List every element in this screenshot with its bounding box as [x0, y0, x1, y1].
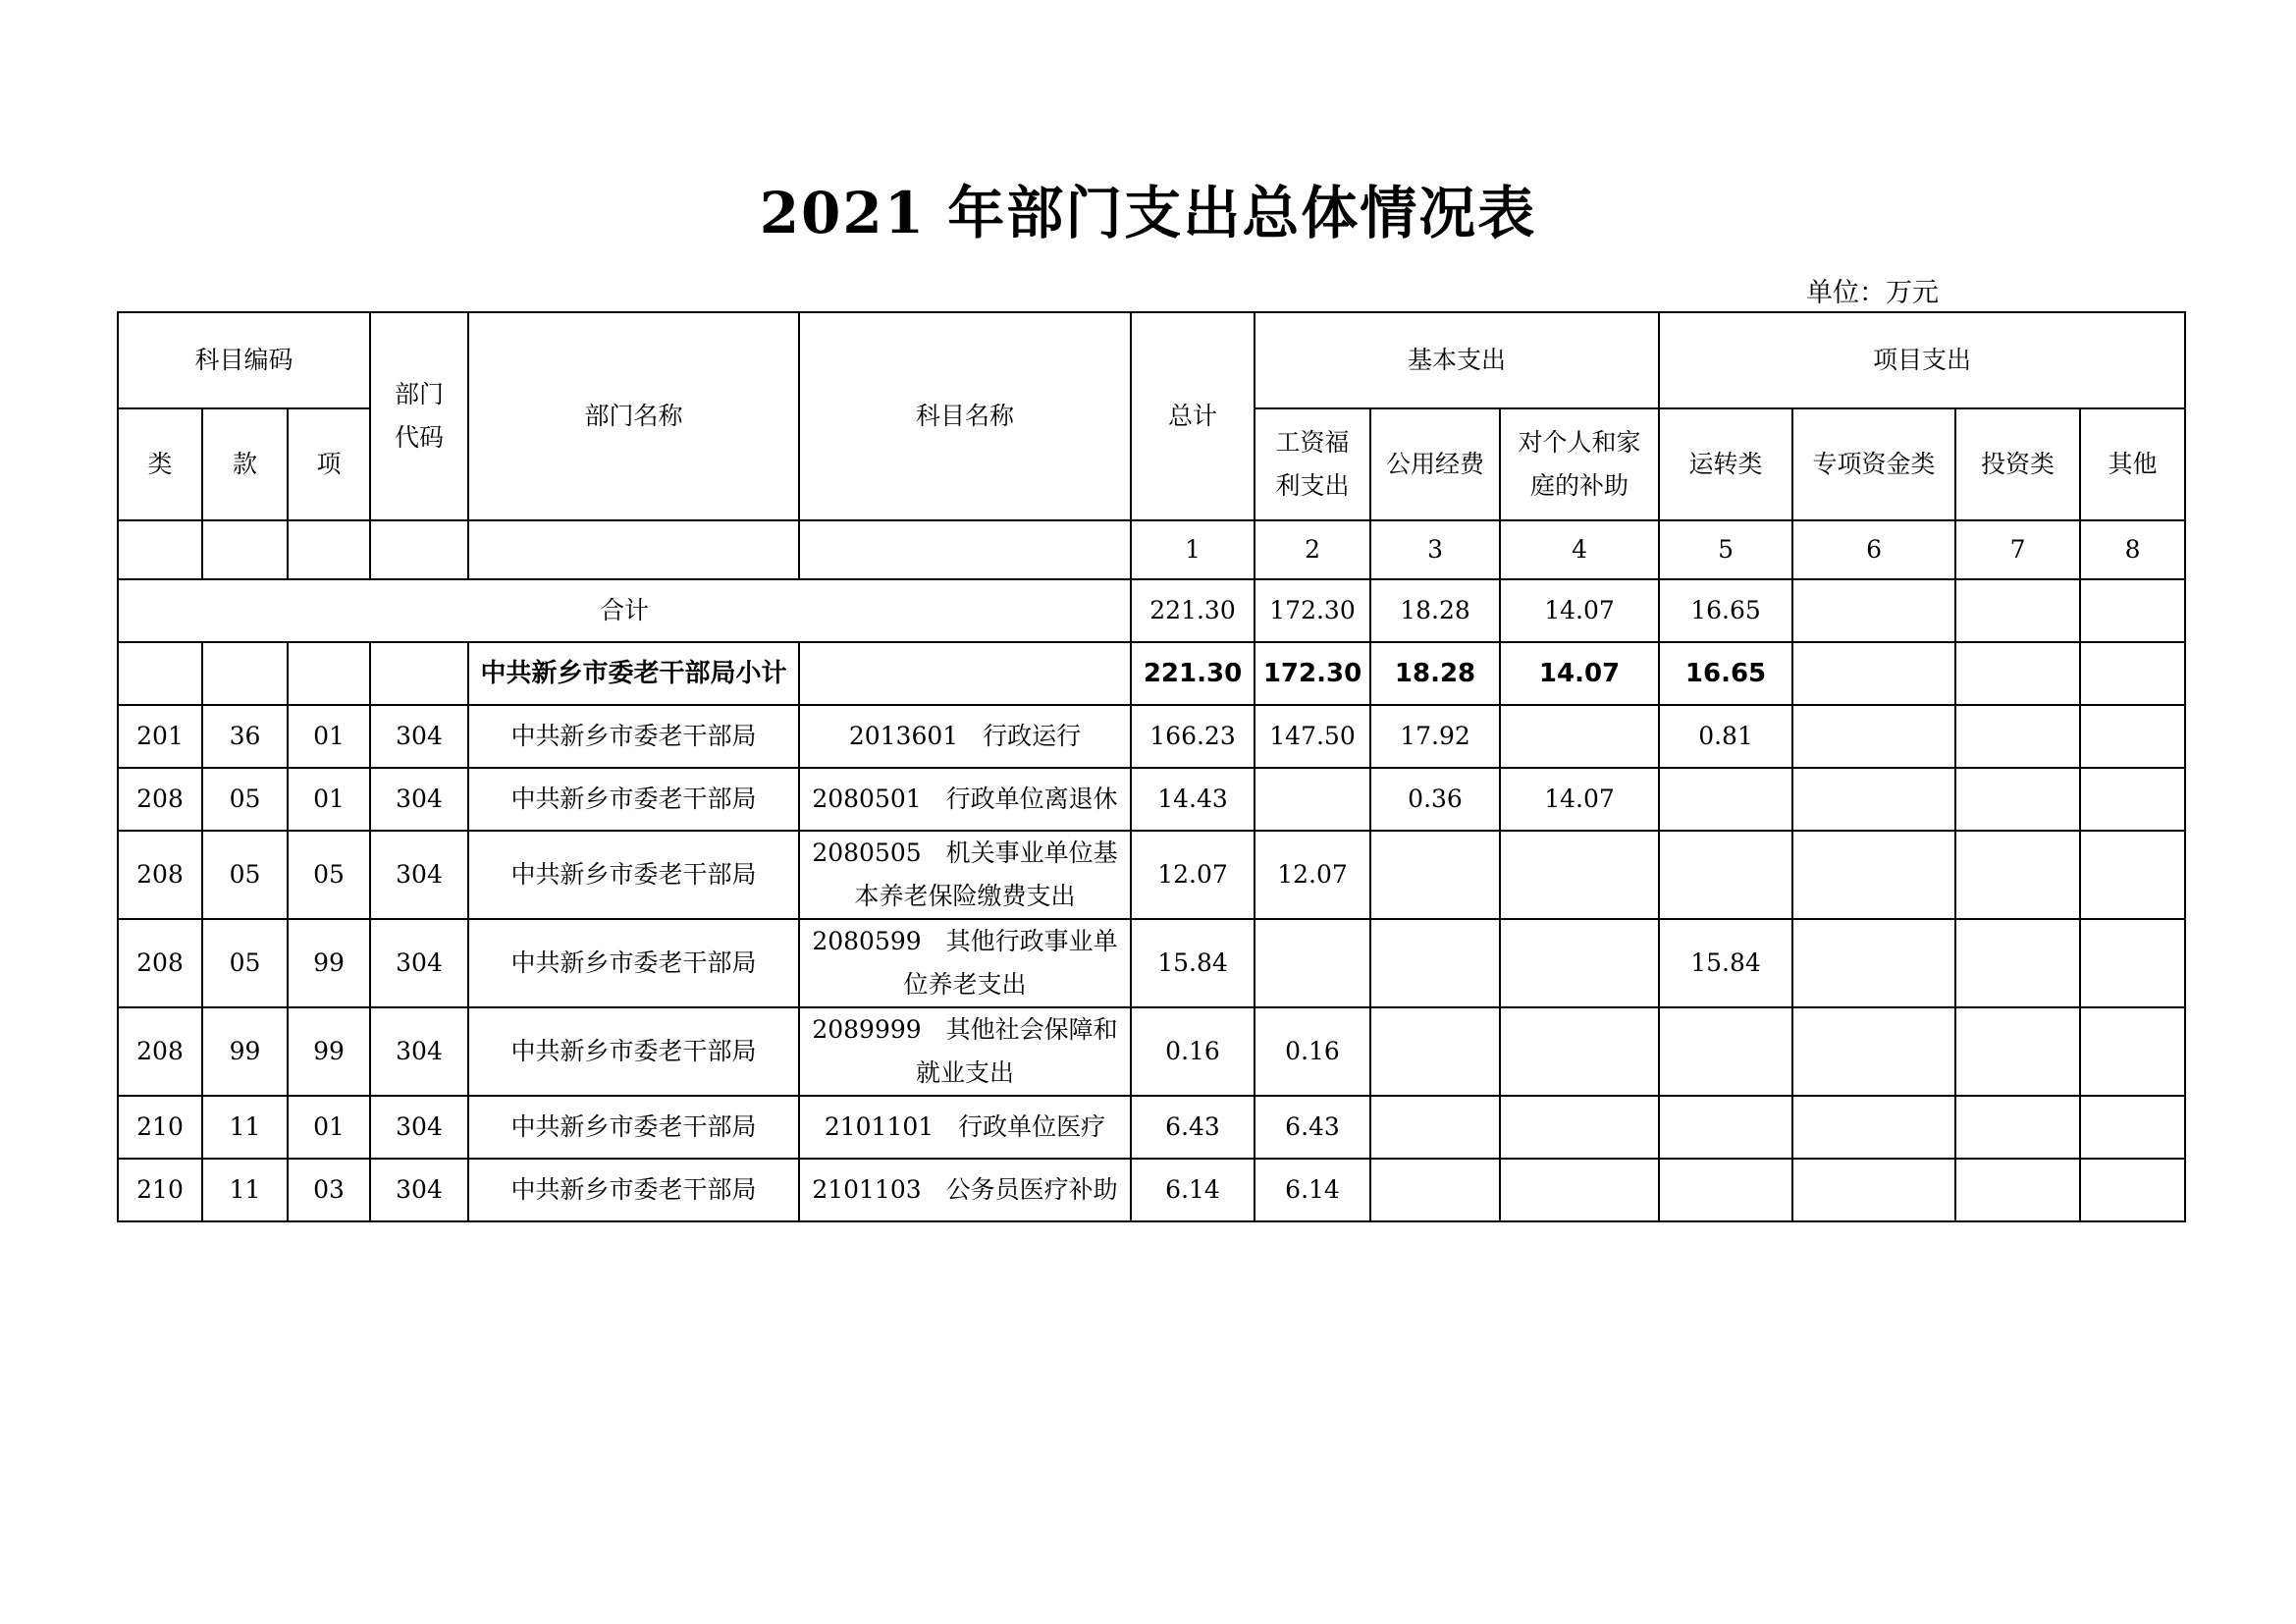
row-dept-code: 304: [370, 1096, 468, 1159]
column-number: 6: [1792, 520, 1955, 579]
grand-total-investment: [1955, 579, 2080, 642]
table-row: [118, 768, 2185, 831]
num-blank: [799, 520, 1131, 579]
subtotal-blank: [799, 642, 1131, 705]
subtotal-personal: 14.07: [1500, 642, 1659, 705]
row-salary: 12.07: [1255, 831, 1370, 919]
subtotal-blank: [202, 642, 288, 705]
row-personal: [1500, 705, 1659, 768]
row-xiang: 99: [288, 1007, 370, 1096]
row-salary: 6.43: [1255, 1096, 1370, 1159]
row-total: 14.43: [1131, 768, 1255, 831]
header-dept-code: [370, 312, 468, 520]
column-number: 8: [2080, 520, 2185, 579]
subtotal-row: [118, 642, 2185, 705]
row-dept-name: 中共新乡市委老干部局: [468, 705, 799, 768]
row-kuan: 05: [202, 768, 288, 831]
row-total: 12.07: [1131, 831, 1255, 919]
grand-total-row: [118, 579, 2185, 642]
table-row: [118, 1096, 2185, 1159]
row-xiang: 01: [288, 705, 370, 768]
row-salary: [1255, 768, 1370, 831]
row-kuan: 11: [202, 1096, 288, 1159]
num-blank: [118, 520, 202, 579]
row-subject-name: [799, 919, 1131, 1007]
row-operating: [1659, 1159, 1792, 1221]
row-investment: [1955, 705, 2080, 768]
row-subject-name: [799, 768, 1131, 831]
row-other: [2080, 831, 2185, 919]
table-row: [118, 831, 2185, 919]
subtotal-blank: [1955, 642, 2080, 705]
subject-name-line-2: 本养老保险缴费支出: [854, 882, 1076, 910]
row-lei: 208: [118, 768, 202, 831]
num-blank: [202, 520, 288, 579]
row-investment: [1955, 1096, 2080, 1159]
row-salary: 6.14: [1255, 1159, 1370, 1221]
row-xiang: 01: [288, 768, 370, 831]
column-number: 1: [1131, 520, 1255, 579]
row-kuan: 11: [202, 1159, 288, 1221]
subtotal-blank: [2080, 642, 2185, 705]
row-operating: 15.84: [1659, 919, 1792, 1007]
row-dept-name: 中共新乡市委老干部局: [468, 831, 799, 919]
row-xiang: 99: [288, 919, 370, 1007]
row-special: [1792, 1096, 1955, 1159]
grand-total-total: 221.30: [1131, 579, 1255, 642]
header-dept-name: 部门名称: [468, 312, 799, 520]
row-kuan: 05: [202, 919, 288, 1007]
header-personal-text: 对个人和家庭的补助: [1518, 428, 1641, 500]
num-blank: [370, 520, 468, 579]
row-subject-name: [799, 1159, 1131, 1221]
column-number: 3: [1370, 520, 1500, 579]
row-xiang: 03: [288, 1159, 370, 1221]
row-public-funds: 17.92: [1370, 705, 1500, 768]
row-other: [2080, 1096, 2185, 1159]
table-row: [118, 705, 2185, 768]
table-row: [118, 919, 2185, 1007]
row-dept-name: 中共新乡市委老干部局: [468, 1096, 799, 1159]
row-subject-name: [799, 1096, 1131, 1159]
row-total: 6.43: [1131, 1096, 1255, 1159]
row-subject-name: [799, 1007, 1131, 1096]
row-operating: [1659, 768, 1792, 831]
column-number-row: [118, 520, 2185, 579]
row-dept-name: 中共新乡市委老干部局: [468, 1159, 799, 1221]
row-investment: [1955, 919, 2080, 1007]
header-public-funds: 公用经费: [1370, 408, 1500, 520]
row-special: [1792, 768, 1955, 831]
row-lei: 210: [118, 1096, 202, 1159]
row-kuan: 36: [202, 705, 288, 768]
row-lei: 208: [118, 1007, 202, 1096]
grand-total-special: [1792, 579, 1955, 642]
subtotal-operating: 16.65: [1659, 642, 1792, 705]
row-special: [1792, 831, 1955, 919]
row-public-funds: [1370, 831, 1500, 919]
header-row-1: [118, 312, 2185, 408]
row-other: [2080, 705, 2185, 768]
header-subject-code: 科目编码: [118, 312, 370, 408]
row-personal: [1500, 1159, 1659, 1221]
row-operating: 0.81: [1659, 705, 1792, 768]
row-total: 166.23: [1131, 705, 1255, 768]
header-investment: 投资类: [1955, 408, 2080, 520]
column-number: 2: [1255, 520, 1370, 579]
header-basic: 基本支出: [1255, 312, 1659, 408]
num-blank: [468, 520, 799, 579]
row-lei: 208: [118, 831, 202, 919]
row-special: [1792, 1159, 1955, 1221]
header-total: 总计: [1131, 312, 1255, 520]
row-kuan: 99: [202, 1007, 288, 1096]
row-other: [2080, 919, 2185, 1007]
unit-label: 单位：万元: [1806, 278, 1939, 308]
row-lei: 208: [118, 919, 202, 1007]
row-public-funds: [1370, 919, 1500, 1007]
subtotal-dept-name: 中共新乡市委老干部局小计: [468, 642, 799, 705]
table-row: [118, 1159, 2185, 1221]
row-other: [2080, 768, 2185, 831]
grand-total-personal: 14.07: [1500, 579, 1659, 642]
grand-total-operating: 16.65: [1659, 579, 1792, 642]
row-dept-code: 304: [370, 1159, 468, 1221]
header-salary: [1255, 408, 1370, 520]
header-subject-name: 科目名称: [799, 312, 1131, 520]
row-total: 15.84: [1131, 919, 1255, 1007]
subtotal-salary: 172.30: [1255, 642, 1370, 705]
row-personal: [1500, 919, 1659, 1007]
subject-name-line-1: 2101103 公务员医疗补助: [812, 1175, 1118, 1204]
column-number: 7: [1955, 520, 2080, 579]
subtotal-blank: [288, 642, 370, 705]
row-xiang: 05: [288, 831, 370, 919]
header-lei: 类: [118, 408, 202, 520]
header-project: 项目支出: [1659, 312, 2185, 408]
row-subject-name: [799, 831, 1131, 919]
subject-name-line-1: 2089999 其他社会保障和: [812, 1015, 1118, 1044]
header-dept-code-text: 部门代码: [395, 380, 445, 452]
row-other: [2080, 1159, 2185, 1221]
row-public-funds: [1370, 1096, 1500, 1159]
header-salary-text: 工资福利支出: [1275, 428, 1350, 500]
row-salary: 147.50: [1255, 705, 1370, 768]
header-other: 其他: [2080, 408, 2185, 520]
subject-name-line-1: 2101101 行政单位医疗: [824, 1112, 1106, 1141]
row-other: [2080, 1007, 2185, 1096]
header-kuan: 款: [202, 408, 288, 520]
column-number: 5: [1659, 520, 1792, 579]
row-salary: 0.16: [1255, 1007, 1370, 1096]
row-dept-code: 304: [370, 831, 468, 919]
row-lei: 210: [118, 1159, 202, 1221]
row-public-funds: 0.36: [1370, 768, 1500, 831]
row-salary: [1255, 919, 1370, 1007]
row-special: [1792, 1007, 1955, 1096]
row-operating: [1659, 831, 1792, 919]
subtotal-blank: [118, 642, 202, 705]
column-number: 4: [1500, 520, 1659, 579]
header-special: 专项资金类: [1792, 408, 1955, 520]
subtotal-blank: [1792, 642, 1955, 705]
header-xiang: 项: [288, 408, 370, 520]
row-dept-code: 304: [370, 768, 468, 831]
row-subject-name: [799, 705, 1131, 768]
subtotal-public-funds: 18.28: [1370, 642, 1500, 705]
row-dept-name: 中共新乡市委老干部局: [468, 1007, 799, 1096]
row-personal: [1500, 831, 1659, 919]
row-personal: [1500, 1007, 1659, 1096]
subject-name-line-2: 就业支出: [916, 1058, 1015, 1087]
row-dept-code: 304: [370, 705, 468, 768]
row-public-funds: [1370, 1159, 1500, 1221]
row-investment: [1955, 1007, 2080, 1096]
row-special: [1792, 919, 1955, 1007]
row-lei: 201: [118, 705, 202, 768]
row-operating: [1659, 1007, 1792, 1096]
row-dept-code: 304: [370, 1007, 468, 1096]
grand-total-public-funds: 18.28: [1370, 579, 1500, 642]
row-dept-code: 304: [370, 919, 468, 1007]
row-investment: [1955, 768, 2080, 831]
row-dept-name: 中共新乡市委老干部局: [468, 768, 799, 831]
subject-name-line-1: 2080501 行政单位离退休: [812, 785, 1118, 813]
row-investment: [1955, 831, 2080, 919]
expenditure-table: [117, 311, 2186, 1222]
row-total: 6.14: [1131, 1159, 1255, 1221]
grand-total-other: [2080, 579, 2185, 642]
table-row: [118, 1007, 2185, 1096]
row-public-funds: [1370, 1007, 1500, 1096]
grand-total-salary: 172.30: [1255, 579, 1370, 642]
row-special: [1792, 705, 1955, 768]
row-operating: [1659, 1096, 1792, 1159]
row-investment: [1955, 1159, 2080, 1221]
subtotal-blank: [370, 642, 468, 705]
num-blank: [288, 520, 370, 579]
subject-name-line-1: 2013601 行政运行: [848, 722, 1082, 750]
header-personal: [1500, 408, 1659, 520]
subject-name-line-1: 2080599 其他行政事业单: [812, 927, 1118, 955]
row-total: 0.16: [1131, 1007, 1255, 1096]
row-kuan: 05: [202, 831, 288, 919]
row-xiang: 01: [288, 1096, 370, 1159]
row-personal: 14.07: [1500, 768, 1659, 831]
subtotal-total: 221.30: [1131, 642, 1255, 705]
page-title: 2021 年部门支出总体情况表: [759, 180, 1537, 246]
subject-name-line-2: 位养老支出: [903, 970, 1027, 999]
grand-total-label: 合计: [118, 579, 1131, 642]
row-personal: [1500, 1096, 1659, 1159]
subject-name-line-1: 2080505 机关事业单位基: [812, 839, 1118, 867]
row-dept-name: 中共新乡市委老干部局: [468, 919, 799, 1007]
header-operating: 运转类: [1659, 408, 1792, 520]
